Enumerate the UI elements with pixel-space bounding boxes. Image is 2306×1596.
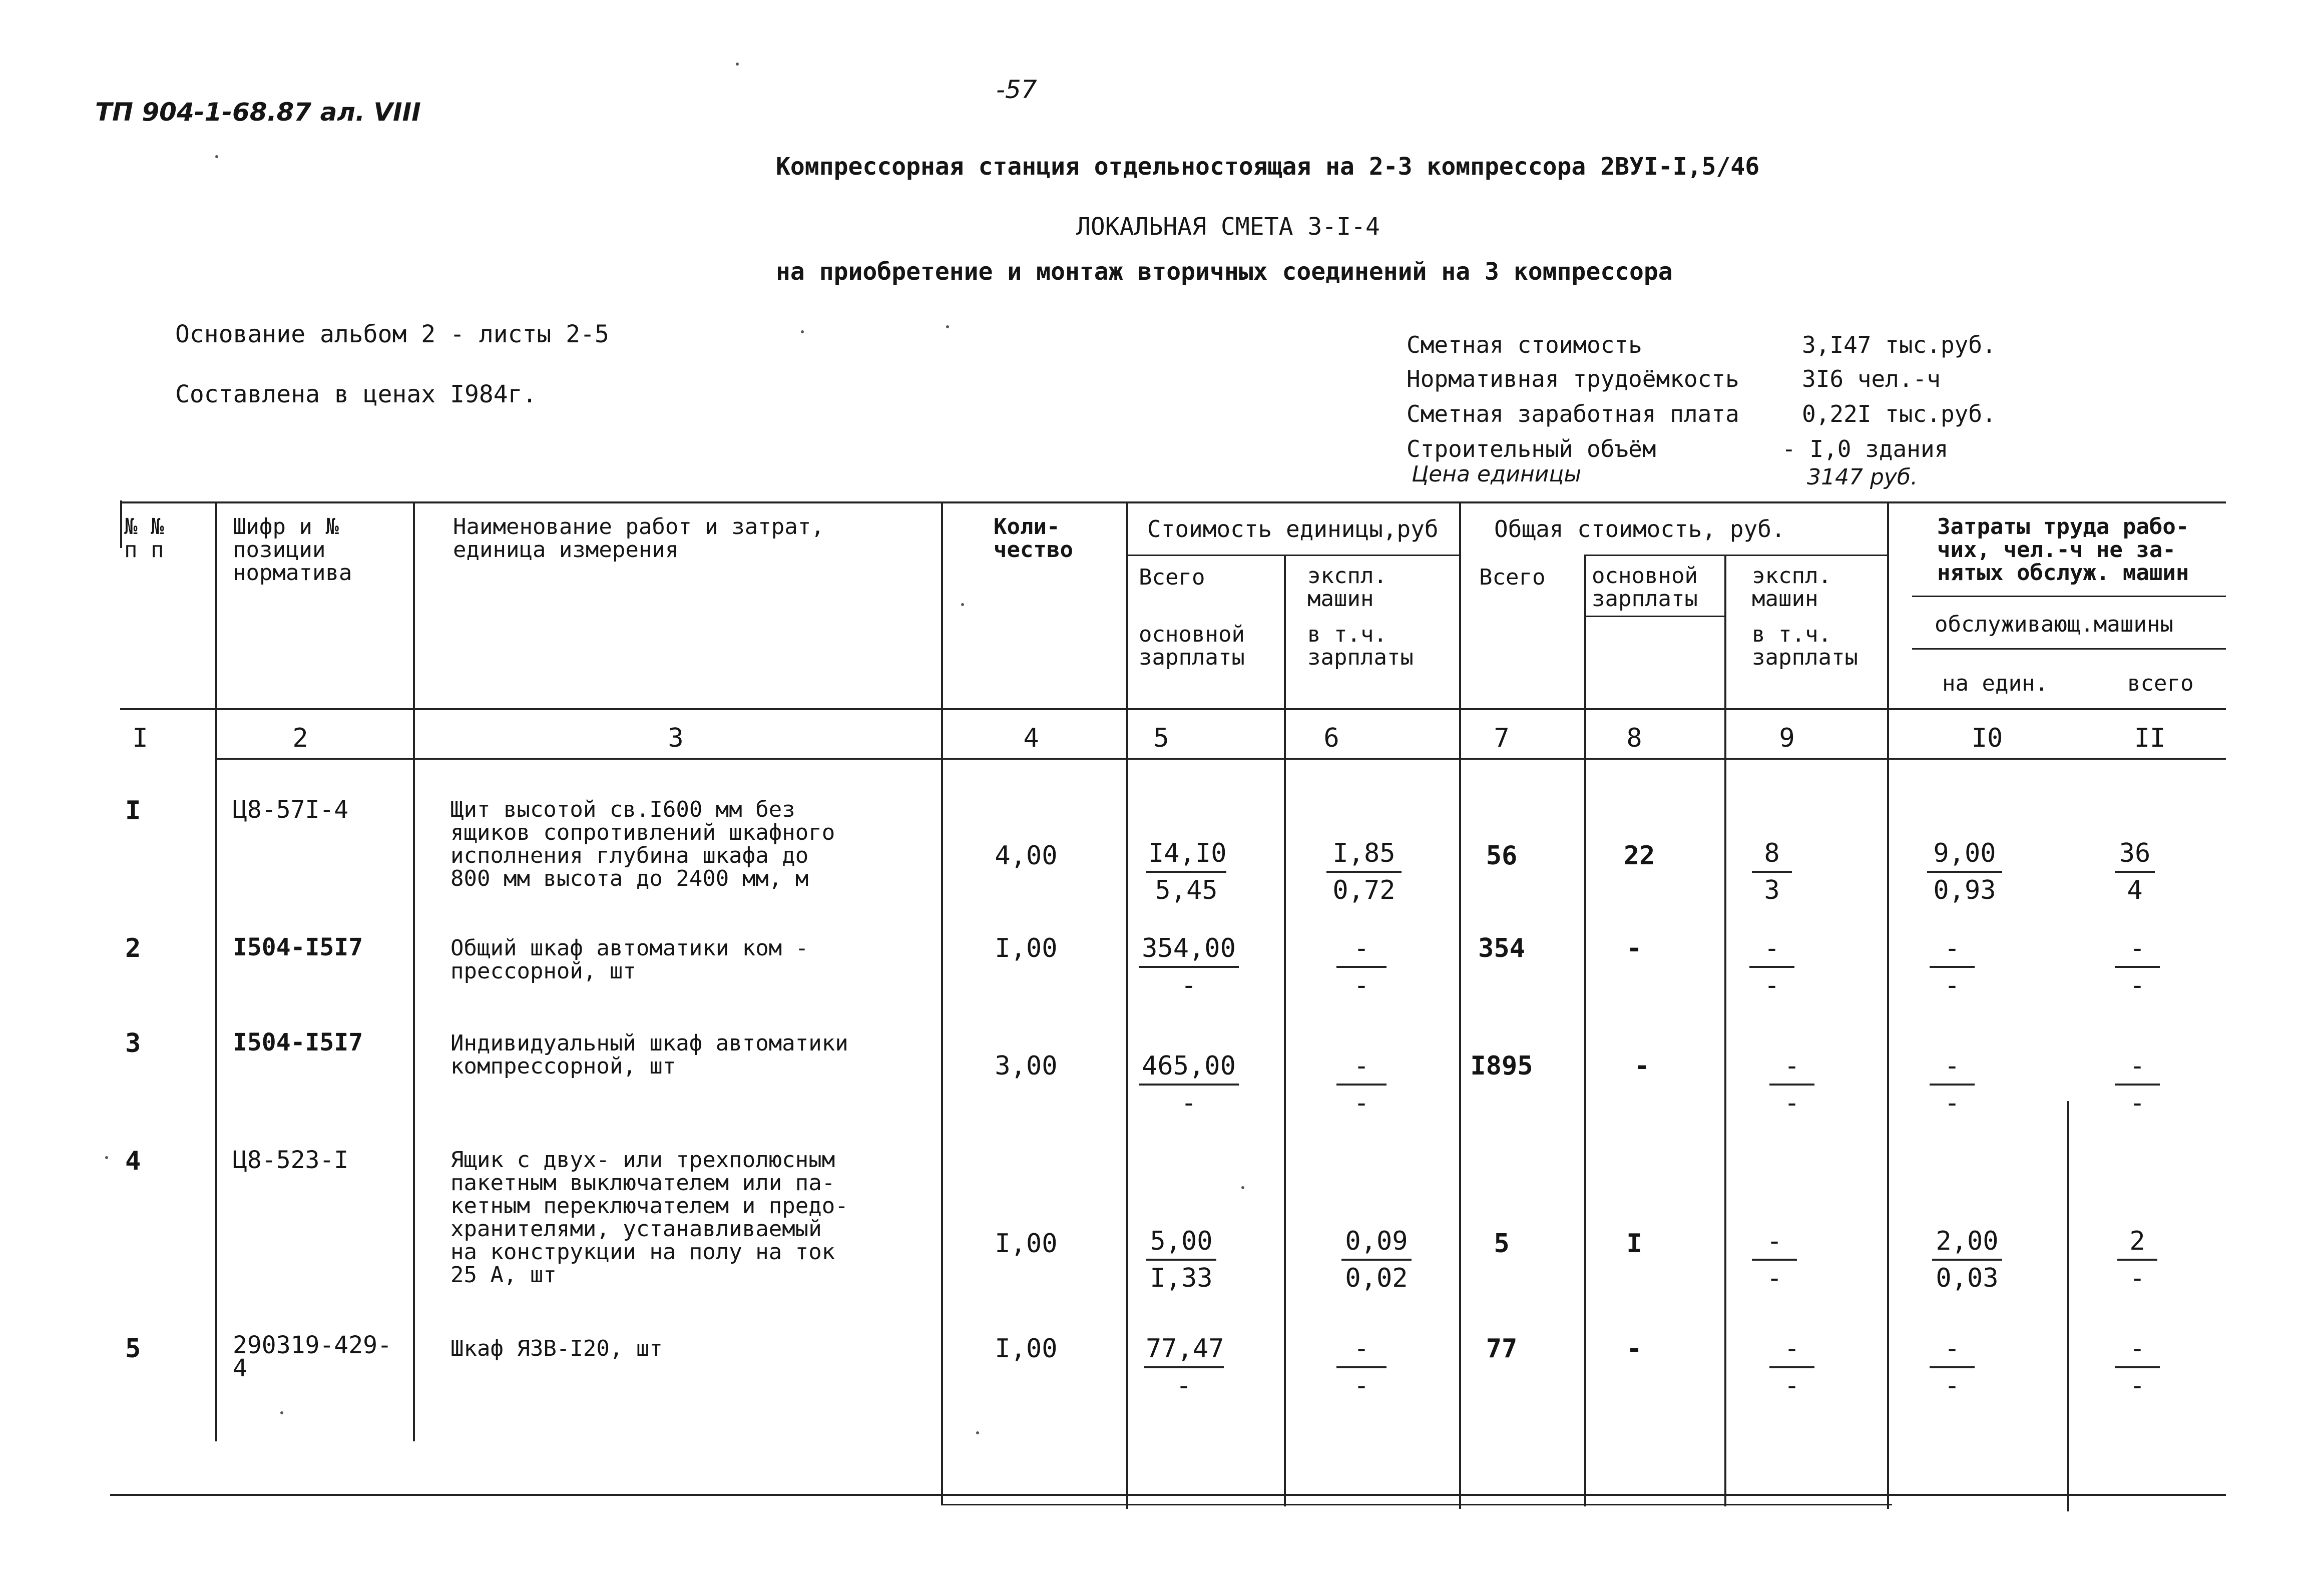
row-total-wage: 22 <box>1623 841 1655 871</box>
header-code: Шифр и № позиции норматива <box>233 514 352 586</box>
row-num: 2 <box>125 933 141 963</box>
row-unit-cost-fraction: 354,00 - <box>1139 931 1239 1003</box>
header-total-cost: Общая стоимость, руб. <box>1494 515 1785 543</box>
row-code: I504-I5I7 <box>233 1028 363 1056</box>
row-total-wage: - <box>1626 1334 1642 1364</box>
summary-value-wage: 0,22I тыс.руб. <box>1802 400 1996 427</box>
row-name: Ящик с двух- или трехполюсным пакетным выключателем или па- кетным переключателем и предо- хранителями, устанавливаемый на конструкции на полу на ток 25 А, шт <box>450 1147 848 1288</box>
header-labor-per-unit: на един. <box>1942 671 2048 696</box>
row-code: 290319-429- 4 <box>233 1331 392 1382</box>
row-total: 77 <box>1486 1334 1518 1364</box>
row-labor-unit-fraction: $\frac{9,00}{0,93}$ <box>1927 836 2002 908</box>
summary-label-labor: Нормативная трудоёмкость <box>1407 365 1739 392</box>
row-total-machines-fraction: - - <box>1769 1048 1814 1121</box>
row-name: Общий шкаф автоматики ком - прессорной, шт <box>450 935 809 984</box>
summary-label-unit-price: Цена единицы <box>1412 461 1582 487</box>
row-unit-machines-fraction: $\frac{0,09}{0,02}$ <box>1341 1224 1412 1296</box>
header-name: Наименование работ и затрат, единица измерения <box>453 514 824 563</box>
header-num: № № п п <box>124 514 164 563</box>
row-qty: 3,00 <box>995 1051 1058 1081</box>
row-qty: I,00 <box>995 1229 1058 1259</box>
row-total-wage: - <box>1634 1051 1650 1081</box>
header-labor-total: всего <box>2127 671 2194 696</box>
header-labor: Затраты труда рабо- чих, чел.-ч не за- нятых обслуж. машин <box>1937 514 2189 586</box>
summary-value-unit-price: 3147 руб. <box>1807 464 1918 490</box>
row-unit-machines-fraction: - - <box>1336 1331 1387 1403</box>
summary-label-cost: Сметная стоимость <box>1407 331 1642 358</box>
title-line-1: Компрессорная станция отдельностоящая на 2-3 компрессора 2ВУI-I,5/46 <box>776 153 1760 181</box>
row-labor-total-fraction: - - <box>2115 1331 2160 1403</box>
row-unit-cost-fraction: $\frac{I4,I0}{5,45}$ <box>1146 836 1226 908</box>
summary-value-cost: 3,I47 тыс.руб. <box>1802 331 1996 358</box>
header-unit-incl-wages: в т.ч. зарплаты <box>1307 622 1414 670</box>
row-name: Индивидуальный шкаф автоматики компрессорной, шт <box>450 1030 848 1079</box>
title-line-3: на приобретение и монтаж вторичных соединений на 3 компрессора <box>776 258 1673 286</box>
col-number: 9 <box>1779 723 1795 753</box>
row-total-machines-fraction: - - <box>1769 1331 1814 1403</box>
header-unit-base-wage: основной зарплаты <box>1139 622 1245 670</box>
col-number: I0 <box>1971 723 2003 753</box>
row-code: Ц8-523-I <box>233 1146 349 1174</box>
row-qty: I,00 <box>995 933 1058 963</box>
row-total: 5 <box>1494 1229 1510 1259</box>
row-name: Щит высотой св.I600 мм без ящиков сопротивлений шкафного исполнения глубина шкафа до 800 мм высота до 2400 мм, м <box>450 797 835 891</box>
col-number: I <box>132 723 148 753</box>
row-labor-total-fraction: $\frac{36}{4}$ <box>2115 836 2155 908</box>
prices-text: Составлена в ценах I984г. <box>175 380 537 408</box>
basis-text: Основание альбом 2 - листы 2-5 <box>175 320 609 348</box>
row-labor-total-fraction: - - <box>2115 931 2160 1003</box>
header-total-all: Всего <box>1479 565 1546 590</box>
row-labor-unit-fraction: - - <box>1930 931 1975 1003</box>
row-labor-total-fraction: 2 - <box>2117 1224 2157 1296</box>
col-number: 3 <box>668 723 684 753</box>
summary-label-volume: Строительный объём <box>1407 435 1656 462</box>
row-total: 354 <box>1478 933 1525 963</box>
col-number: 4 <box>1023 723 1039 753</box>
row-num: 4 <box>125 1146 141 1176</box>
header-unit-total: Всего <box>1139 565 1205 590</box>
header-total-base-wage: основной зарплаты <box>1592 563 1698 612</box>
header-unit-cost: Стоимость единицы,руб <box>1147 515 1439 543</box>
col-number: 6 <box>1323 723 1339 753</box>
row-labor-unit-fraction: - - <box>1930 1331 1975 1403</box>
col-number: II <box>2134 723 2166 753</box>
row-qty: 4,00 <box>995 841 1058 871</box>
summary-label-wage: Сметная заработная плата <box>1407 400 1739 427</box>
row-code: Ц8-57I-4 <box>233 796 349 824</box>
page-number: -57 <box>996 75 1037 104</box>
row-total-machines-fraction: $\frac{8}{3}$ <box>1752 836 1792 908</box>
summary-value-volume: - I,0 здания <box>1782 435 1949 462</box>
row-name: Шкаф ЯЗВ-I20, шт <box>450 1336 663 1361</box>
row-unit-machines-fraction: - - <box>1336 1048 1387 1121</box>
row-unit-cost-fraction: 77,47 - <box>1144 1331 1224 1403</box>
row-num: 3 <box>125 1028 141 1058</box>
document-stamp: ТП 904-1-68.87 ал. VIII <box>95 98 421 127</box>
row-unit-machines-fraction: $\frac{I,85}{0,72}$ <box>1326 836 1402 908</box>
header-total-incl-wages: в т.ч. зарплаты <box>1752 622 1858 670</box>
summary-value-labor: 3I6 чел.-ч <box>1802 365 1941 392</box>
row-total: 56 <box>1486 841 1518 871</box>
row-labor-unit-fraction: $\frac{2,00}{0,03}$ <box>1932 1224 2002 1296</box>
col-number: 7 <box>1494 723 1510 753</box>
col-number: 5 <box>1153 723 1169 753</box>
row-total-wage: - <box>1626 933 1642 963</box>
col-number: 8 <box>1626 723 1642 753</box>
header-labor-service: обслуживающ.машины <box>1935 612 2173 637</box>
row-total: I895 <box>1470 1051 1533 1081</box>
row-num: 5 <box>125 1334 141 1364</box>
header-unit-machines: экспл. машин <box>1307 563 1387 612</box>
header-total-machines: экспл. машин <box>1752 563 1831 612</box>
row-total-machines-fraction: - - <box>1752 1224 1797 1296</box>
header-qty: Коли- чество <box>994 514 1073 563</box>
row-code: I504-I5I7 <box>233 933 363 961</box>
row-total-machines-fraction: - - <box>1749 931 1794 1003</box>
title-line-2: ЛОКАЛЬНАЯ СМЕТА 3-I-4 <box>1076 213 1380 241</box>
col-number: 2 <box>292 723 308 753</box>
row-num: I <box>125 796 141 826</box>
row-unit-cost-fraction: $\frac{5,00}{I,33}$ <box>1146 1224 1216 1296</box>
row-labor-total-fraction: - - <box>2115 1048 2160 1121</box>
row-labor-unit-fraction: - - <box>1930 1048 1975 1121</box>
row-unit-machines-fraction: - - <box>1336 931 1387 1003</box>
row-total-wage: I <box>1626 1229 1642 1259</box>
row-unit-cost-fraction: 465,00 - <box>1139 1048 1239 1121</box>
row-qty: I,00 <box>995 1334 1058 1364</box>
